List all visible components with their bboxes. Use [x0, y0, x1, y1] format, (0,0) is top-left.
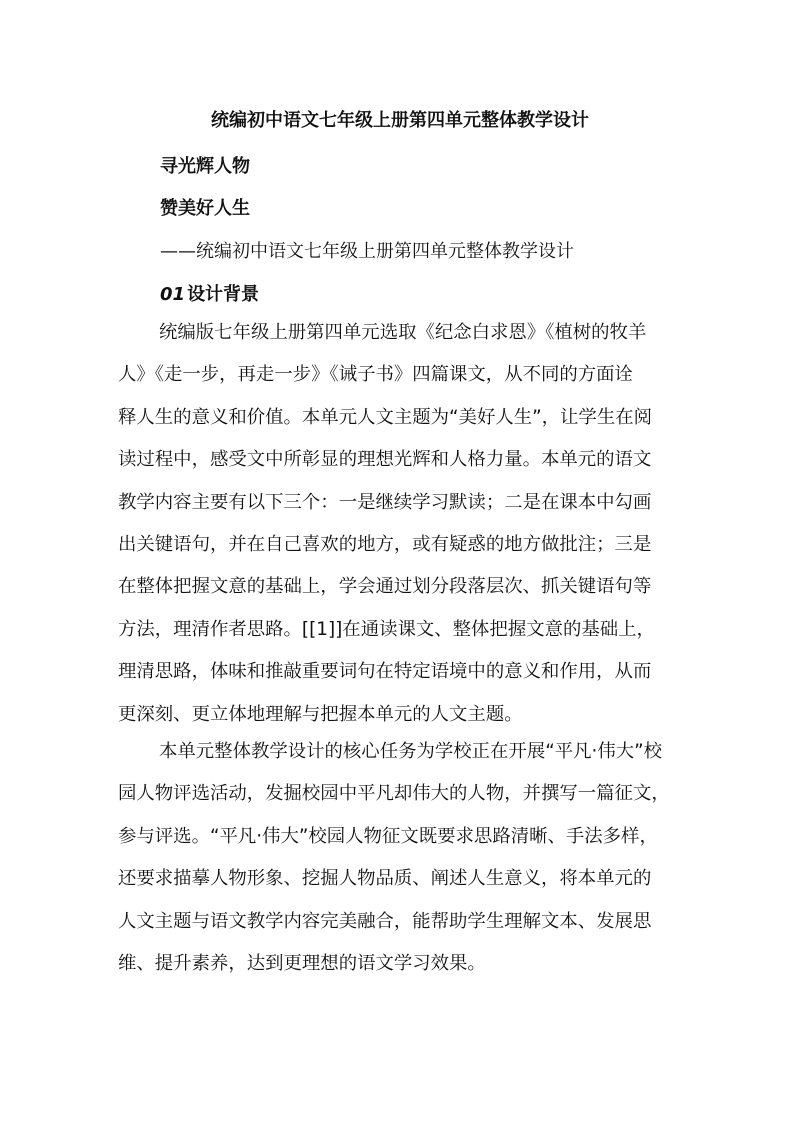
paragraph-line: 更深刻、更立体地理解与把握本单元的人文主题。 [118, 703, 523, 725]
paragraph-line: 方法，理清作者思路。[[1]]在通读课文、整体把握文意的基础上， [118, 618, 655, 640]
paragraph-line: 在整体把握文意的基础上，学会通过划分段落层次、抓关键语句等 [118, 576, 652, 598]
paragraph-line: 本单元整体教学设计的核心任务为学校正在开展“平凡·伟大”校 [159, 741, 663, 762]
paragraph-line: 人》《走一步，再走一步》《诫子书》四篇课文，从不同的方面诠 [118, 364, 633, 386]
paragraph-line: 园人物评选活动，发掘校园中平凡却伟大的人物，并撰写一篇征文， [118, 783, 670, 805]
section-number: 01 [160, 284, 186, 305]
paragraph-line: 教学内容主要有以下三个：一是继续学习默读；二是在课本中勾画 [118, 491, 652, 513]
paragraph-line: 参与评选。“平凡·伟大”校园人物征文既要求思路清晰、手法多样， [118, 825, 658, 847]
document-title: 统编初中语文七年级上册第四单元整体教学设计 [211, 110, 589, 131]
document-subtitle: ——统编初中语文七年级上册第四单元整体教学设计 [160, 241, 574, 262]
section-title: 设计背景 [187, 284, 260, 305]
paragraph-line: 还要求描摹人物形象、挖掘人物品质、阐述人生意义，将本单元的 [118, 868, 652, 890]
paragraph-1 [118, 312, 688, 736]
paragraph-line: 释人生的意义和价值。本单元人文主题为“美好人生”，让学生在阅 [118, 406, 652, 428]
section-heading [160, 281, 259, 309]
paragraph-line: 人文主题与语文教学内容完美融合，能帮助学生理解文本、发展思 [118, 910, 652, 932]
heading-1: 寻光辉人物 [160, 156, 250, 177]
paragraph-line: 读过程中，感受文中所彰显的理想光辉和人格力量。本单元的语文 [118, 449, 652, 471]
paragraph-line: 统编版七年级上册第四单元选取《纪念白求恩》《植树的牧羊 [159, 322, 647, 343]
heading-2: 赞美好人生 [160, 198, 250, 219]
paragraph-2 [118, 731, 688, 985]
paragraph-line: 理清思路，体味和推敲重要词句在特定语境中的意义和作用，从而 [118, 661, 652, 683]
paragraph-line: 出关键语句，并在自己喜欢的地方，或有疑惑的地方做批注；三是 [118, 533, 652, 555]
paragraph-line: 维、提升素养，达到更理想的语文学习效果。 [118, 952, 486, 974]
